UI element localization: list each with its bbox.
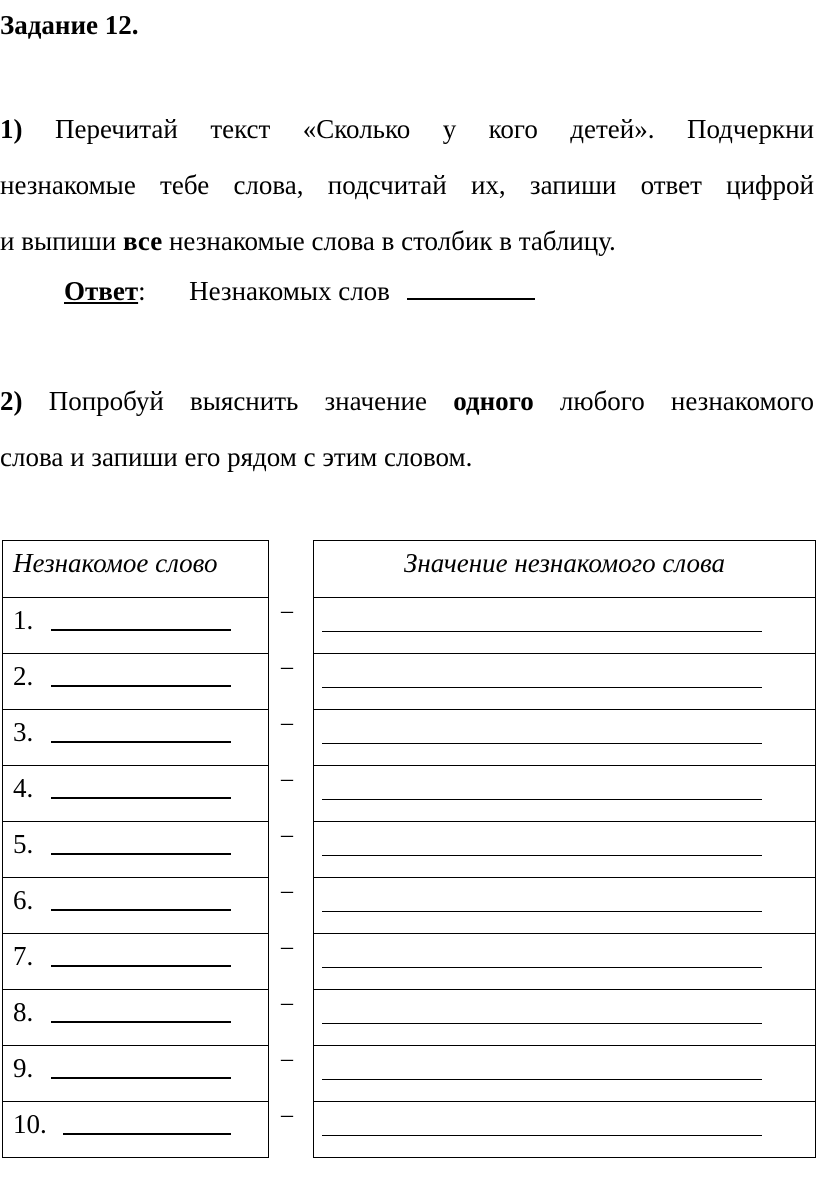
word-meaning-row: [314, 934, 815, 990]
row-number: 2.: [13, 661, 34, 691]
task1-line3: [0, 213, 814, 269]
unknown-word-row: [3, 654, 268, 710]
word-meaning-row: [314, 822, 815, 878]
row-number: 10.: [13, 1109, 47, 1139]
unknown-word-row: [3, 598, 268, 654]
word-meaning-row: [314, 1102, 815, 1157]
task1-line2: незнакомые тебе слова, подсчитай их, запиши ответ цифрой: [0, 170, 814, 200]
row-number: 1.: [13, 605, 34, 635]
task2-number: 2): [0, 386, 23, 416]
row-number: 3.: [13, 717, 34, 747]
unknown-word-blank[interactable]: [51, 797, 231, 799]
unknown-word-row: [3, 1046, 268, 1102]
unknown-word-rows: [3, 598, 268, 1157]
task1-number: 1): [0, 114, 23, 144]
unknown-word-row: [3, 990, 268, 1046]
answer-blank-field[interactable]: [407, 274, 535, 300]
task1-line3-pre: и выпиши: [0, 226, 117, 256]
separator-dash: –: [281, 710, 293, 736]
unknown-word-row: [3, 710, 268, 766]
task2-line1-pre: Попробуй выяснить значение: [48, 386, 427, 416]
separator-dash: –: [281, 766, 293, 792]
task1-line1: [0, 101, 814, 157]
separator-dash: –: [281, 934, 293, 960]
unknown-word-blank[interactable]: [51, 1077, 231, 1079]
separator-dash: –: [281, 878, 293, 904]
unknown-word-blank[interactable]: [51, 741, 231, 743]
word-meaning-row: [314, 654, 815, 710]
row-number: 6.: [13, 885, 34, 915]
word-meaning-row: [314, 990, 815, 1046]
unknown-word-row: [3, 822, 268, 878]
word-meaning-blank[interactable]: [322, 1135, 762, 1136]
unknown-word-header: Незнакомое слово: [3, 541, 268, 598]
separator-dash: –: [281, 1046, 293, 1072]
separator-dash: –: [281, 1102, 293, 1128]
unknown-word-blank[interactable]: [51, 685, 231, 687]
unknown-word-blank[interactable]: [51, 853, 231, 855]
answer-colon: :: [138, 276, 146, 306]
word-meaning-table: [313, 540, 816, 1158]
task1-line1-text: Перечитай текст «Сколько у кого детей». Подчеркни: [54, 114, 814, 144]
unknown-word-row: [3, 934, 268, 990]
unknown-word-blank[interactable]: [63, 1133, 231, 1135]
unknown-word-row: [3, 1102, 268, 1157]
task2-line1: [0, 373, 814, 429]
word-meaning-row: [314, 766, 815, 822]
separator-dash: –: [281, 822, 293, 848]
word-meaning-blank[interactable]: [322, 1079, 762, 1080]
separator-dash: –: [281, 990, 293, 1016]
row-number: 4.: [13, 773, 34, 803]
word-meaning-blank[interactable]: [322, 687, 762, 688]
task-title: Задание 12.: [0, 10, 139, 40]
row-number: 7.: [13, 941, 34, 971]
answer-text: Незнакомых слов: [189, 276, 390, 306]
answer-label: Ответ: [64, 276, 139, 306]
answer-row: [64, 266, 535, 316]
task1-line3-bold: все: [122, 226, 163, 256]
word-meaning-blank[interactable]: [322, 743, 762, 744]
word-meaning-row: [314, 1046, 815, 1102]
unknown-word-row: [3, 878, 268, 934]
separator-dash: –: [281, 598, 293, 624]
word-meaning-blank[interactable]: [322, 1023, 762, 1024]
row-number: 9.: [13, 1053, 34, 1083]
unknown-word-blank[interactable]: [51, 909, 231, 911]
task2-line1-post: любого незнакомого: [559, 386, 814, 416]
word-meaning-rows: [314, 598, 815, 1157]
word-meaning-row: [314, 710, 815, 766]
task1-paragraph: [0, 101, 814, 269]
unknown-word-blank[interactable]: [51, 1021, 231, 1023]
word-meaning-row: [314, 878, 815, 934]
word-meaning-header: Значение незнакомого слова: [314, 541, 815, 598]
unknown-word-blank[interactable]: [51, 965, 231, 967]
word-meaning-blank[interactable]: [322, 911, 762, 912]
word-meaning-blank[interactable]: [322, 799, 762, 800]
word-meaning-blank[interactable]: [322, 855, 762, 856]
row-number: 8.: [13, 997, 34, 1027]
task2-line1-bold: одного: [453, 386, 534, 416]
separator-dash: –: [281, 654, 293, 680]
row-number: 5.: [13, 829, 34, 859]
task1-line3-post: незнакомые слова в столбик в таблицу.: [168, 226, 616, 256]
word-meaning-row: [314, 598, 815, 654]
unknown-words-table: [2, 540, 269, 1158]
task2-paragraph: [0, 373, 814, 485]
unknown-word-blank[interactable]: [51, 629, 231, 631]
task2-line2: слова и запиши его рядом с этим словом.: [0, 442, 473, 472]
word-meaning-blank[interactable]: [322, 631, 762, 632]
unknown-word-row: [3, 766, 268, 822]
word-meaning-blank[interactable]: [322, 967, 762, 968]
